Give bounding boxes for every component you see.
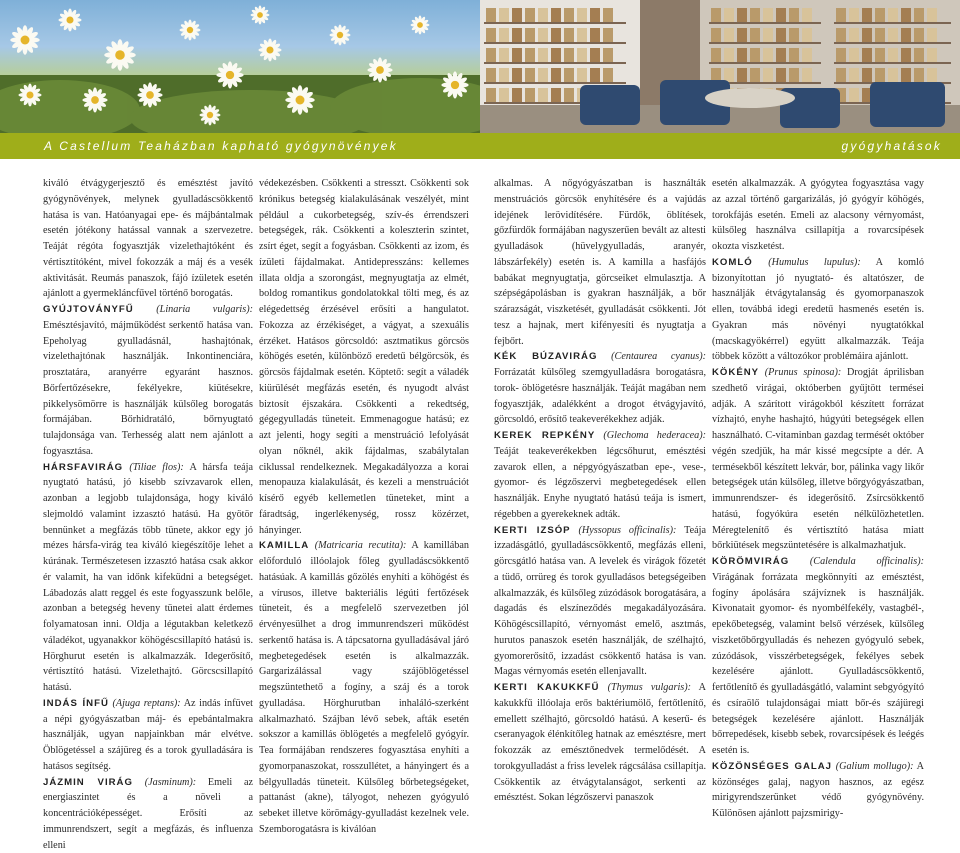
- paragraph: A hársfa teája nyugtató hatású, jó kisebb szívzavarok ellen, azonban a legjobb tulajdonsága, hogy kiváló slejmoldó valamint izzasztó hatású. Ha gyötör bennünket a megfázás több tünete, akkor egy jó mézes hársfa-virág tea kiváló kiegészítője lehet a kúrának. Természetesen izzasztó hatása csak akkor ér valamit, ha van időnk kifeküdni a betegséget. Lábadozás alatt reggel és este fogyasszunk belőle, azonban a betegség heveny tünetei alatt érdemes folyamatosan inni. Oldja a légutakban keletkező váladékot, ugyanakkor köhögéscsillapító hatású is. Hörghurut esetén is alkalmazzák. Idegerősítő, vértisztító hatású. Vizelethajtó. Görcscsillapító hatású.: [43, 461, 253, 693]
- latin-name: (Tiliae flos):: [129, 461, 184, 473]
- section-banner: [0, 133, 960, 159]
- herb-heading: KERTI IZSÓP: [494, 524, 571, 536]
- paragraph: Az indás ínfüvet a népi gyógyászatban máj- és epebántalmakra használják, ugyan napjainkban már elvétve. Öblögetéssel a szájüreg és a torok gyulladására is hatásos segítség.: [43, 697, 254, 772]
- tea-shop-photo: [480, 0, 960, 133]
- paragraph: Emésztésjavító, májműködést serkentő hatása van. Epeholyag gyulladásnál, hashajtónak, vizelethajtónak használják. Inkontinenciára, prosztatára, aranyérre egyaránt hasznos. Bőrfertőzésekre, fekélyekre, kiütésekre, pikkelysömörre is használják külsőleg borogatás formájában. Bőrhidratáló, bőrnyugtató tulajdonsága van. Terhesség alatt nem ajánlott a fogyasztása.: [43, 319, 253, 457]
- paragraph: alkalmas. A nőgyógyászatban is használták menstruációs görcsök enyhítésére és a vajúdás idejének lerövidítésére. Fürdők, öblítések, gőzfürdők formájában nagyszerűen bevált az altesti gyulladások (hüvelygyulladás, aranyér, lábszárfekély) esetén is. A kamilla a hasfájós babákat megnyugtatja, görcseiket elmulasztja. A szépségápolásban is gyakran használják, a bőr szárazságát, viszketését, gyulladását csökkenti. Jót tesz a hajnak, mert kifényesíti és nyugtatja a fejbőrt.: [494, 178, 706, 347]
- herb-heading: KAMILLA: [259, 540, 310, 552]
- latin-name: (Hyssopus officinalis):: [578, 524, 677, 536]
- daisy-flower: [251, 6, 270, 25]
- daisy-flower: [104, 39, 136, 71]
- latin-name: (Thymus vulgaris):: [607, 682, 692, 693]
- paragraph: A kamillában előforduló illóolajok főleg gyulladáscsökkentő hatásúak. A kamillás gőzölés enyhíti a köhögést és a vírusos, illetve bakteriális légúti fertőzések tüneteit, és a megfelelő szervezetben jól érvényesülhet a drog immunrendszeri működést serkentő hatása is. A tápcsatorna gyulladásával járó megbetegedések esetén is alkalmazzák. Gargarizálással vagy szájöblögetéssel megszüntethető a fogíny, a száj és a torok gyulladása. Hörghurutban inhaláló-szerként alkalmazható. Szájban lévő sebek, afták esetén sokszor a kamillás öblögetés a megfelelő gyógyír. Tea formájában rendszeres fogyasztása enyhíti a gyomorpanaszokat, rosszullétet, a hányingert és a bélgyulladás tüneteit. Külsőleg bőrbetegségeket, pattanást (akne), tályogot, nehezen gyógyuló sebeket illetve körömágy-gyulladást kezelnek vele. Szemborogatásra is kiválóan: [259, 540, 469, 835]
- herb-heading: KÖKÉNY: [712, 367, 760, 378]
- herb-heading: GYÚJTOVÁNYFŰ: [43, 304, 134, 315]
- herb-heading: JÁZMIN VIRÁG: [43, 776, 133, 788]
- latin-name: (Ajuga reptans):: [112, 697, 181, 709]
- daisy-flower: [330, 25, 351, 46]
- paragraph: Teája izzadásgátló, gyulladáscsökkentő, megfázás elleni, görcsgátló hatása van. A levelek és virágok főzetét a tüdő, orrüreg és torok gyulladásos betegségeiben alkalmazzák, és külsőleg zúzódások borogatására, a dagadás és elszíneződés megakadályozására. Köhögéscsillapító, vérnyomást emelő, asztmás, hurutos panaszok esetén használják, de szélhajtó, gyomorerősítő, izzadást csökkentő hatása is van. Magas vérnyomás esetén ellenjavallt.: [494, 524, 707, 678]
- latin-name: (Jasminum):: [144, 776, 197, 788]
- paragraph: Teáját teakeverékekben légcsőhurut, emésztési zavarok ellen, a népgyógyászatban epe-, vese-, gyomor- és légzőszervi megbetegedések ellen használják. Enyhe nyugtató hatású teája is ismert, régebben a gyerekeknek adták.: [494, 445, 706, 520]
- paragraph: A kakukkfű illóolaja erős baktériumölő, fertőtlenítő, emellett szélhajtó, görcsoldó hatású. A keserű- és cseranyagok élénkítőleg hatnak az emésztésre, mert fokozzák az emésztőnedvek termelődését. A torokgyulladást a friss levelek rágcsálása csillapítja. Csökkentik az étvágytalanságot, serkenti az emésztést. Sokan légzőszervi panaszok: [494, 682, 707, 804]
- latin-name: (Galium mollugo):: [835, 760, 914, 772]
- latin-name: (Glechoma hederacea):: [603, 430, 706, 441]
- daisy-illustration: [0, 0, 480, 133]
- text-column-2: [259, 176, 469, 838]
- text-column-4: [712, 176, 924, 822]
- paragraph: Emeli az energiaszintet és a növeli a koncentrációképességet. Erősíti az immunrendszert, segít a megfázás, és influenza elleni: [43, 776, 254, 851]
- herb-heading: KERTI KAKUKKFŰ: [494, 682, 600, 693]
- shop-shelves-illustration: [480, 0, 960, 133]
- herb-heading: KOMLÓ: [712, 256, 753, 268]
- herb-heading: KÖRÖMVIRÁG: [712, 556, 790, 567]
- latin-name: (Calendula officinalis):: [809, 556, 924, 567]
- paragraph: A közönséges galaj, nagyon hasznos, az egész mirigyrendszerünket védő gyógynövény. Különösen ajánlott pajzsmirigy-: [712, 760, 925, 819]
- daisy-flower: [258, 38, 281, 61]
- paragraph: Virágának forrázata megkönnyíti az emésztést, fogíny ápolására szájvíznek is használják. Kivonatait gyomor- és nyombélfekély, vastagbél-, epekőbetegség, valamint belső vérzések, külsőleg viszketőbőrgyulladás és nehezen gyógyuló sebek, zúzódások, visszérbetegségek, fekélyes sebek kezelésére ajánlott. Gyulladáscsökkentő, fertőtlenítő és gyulladásgátló, valamint sebgyógyító és csíraölő tulajdonságai miatt bőr-és szájüregi betegségek kezelésére ajánlott. Használják bőrrepedések, kisebb sebek, rovarcsípések és leégés esetén is.: [712, 571, 924, 756]
- herb-heading: INDÁS ÍNFŰ: [43, 697, 109, 709]
- paragraph: Drogját áprilisban szedhető virágai, októberben gyűjtött termései adják. A szárított virágokból készített forrázat vízhajtó, enyhe hashajtó, húgyúti betegségek ellen használható. C-vitaminban gazdag termését október végén szedjük, ha már kissé megcsípte a dér. A termésekből készített lekvár, bor, pálinka vagy likőr betegségek után külsőleg, illetve bőrgyógyászatban, immunrendszer- és idegerősítő. Zsírcsökkentő hatású, fogyókúra esetén nélkülözhetetlen. Méregtelenítő és vértisztító hatása miatt bőrkiütések megszüntetésére is alkalmazhatjuk.: [712, 367, 925, 552]
- paragraph: Forrázatát külsőleg szemgyulladásra borogatásra, torok- öblögetésre használják. Teáját magában nem fogyasztják, adalékként a drogot étvágyjavító, görcsoldó, erősítő teakeverékekhez adják.: [494, 367, 706, 426]
- banner-title: A Castellum Teaházban kapható gyógynövények: [44, 139, 398, 153]
- latin-name: (Prunus spinosa):: [764, 367, 842, 378]
- herb-heading: HÁRSFAVIRÁG: [43, 461, 124, 473]
- header-photos: [0, 0, 960, 133]
- paragraph: esetén alkalmazzák. A gyógytea fogyasztása vagy az azzal történő gargarizálás, jó gyógyír köhögés, torokfájás esetén. Emeli az alacsony vérnyomást, külsőleg használva csillapítja a rovarcsípések okozta viszketést.: [712, 178, 924, 252]
- latin-name: (Matricaria recutita):: [314, 540, 407, 552]
- paragraph: védekezésben. Csökkenti a stresszt. Csökkenti sok krónikus betegség kialakulásának veszélyét, mint például a cukorbetegség, szív-és érrendszeri betegségek, rák. Csökkenti a koleszterin szintet, zsírt éget, segít a fogyásban. Csökkenti az izom, és ízületi fájdalmakat. Antidepresszáns: kellemes illata oldja a szorongást, megnyugtatja az elmét, boldog romantikus gondolatokkal tölti meg, és az elégedettség érzésével erősíti a hangulatot. Fokozza az érzékiséget, a vágyat, a szexuális érzéket. Hatásos görcsoldó: asztmatikus görcsös köhögés esetén, különböző eredetű bélgörcsök, és görcsös fájdalmak esetén. Köptető: segít a váladék kiürülését megfázás esetén, és nyugodt alvást biztosít éjszakára. Csökkenti a rekedtség, gégegyulladás tüneteit. Emmenagogue hatású; ez azt jelenti, hogy segíti a menstruáció lefolyását olyan nőknél, akik fájdalmas, szabálytalan ciklussal rendelkeznek. Megakadályozza a korai menopauza kialakulását, és kezeli a menstruációt kísérő egyéb kellemetlen tüneteket, mint a fáradtság, ingerlékenység, rossz közérzet, hányinger.: [259, 178, 469, 536]
- herb-heading: KÉK BÚZAVIRÁG: [494, 351, 598, 363]
- daisy-flower: [411, 16, 430, 35]
- text-column-3: [494, 176, 706, 806]
- daisy-flower: [58, 8, 81, 31]
- text-column-1: [43, 176, 253, 853]
- banner-subtitle: gyógyhatások: [841, 139, 942, 153]
- paragraph: kiváló étvágygerjesztő és emésztést javító gyógynövények, melynek gyulladáscsökkentő hatása is van. Hatóanyagai epe- és májbántalmak esetén jótékony hatással vannak a szervezetre. Teáját régóta fogyasztják vizelethajtóként és vértisztítóként, mivel fokozzák a máj és a vesék aktivitását. Reumás panaszok, fájó ízületek esetén ajánlott a gyermekláncfűvel történő borogatás.: [43, 178, 253, 300]
- daisy-flower: [10, 25, 39, 54]
- herb-heading: KÖZÖNSÉGES GALAJ: [712, 760, 833, 772]
- latin-name: (Linaria vulgaris):: [156, 304, 253, 315]
- latin-name: (Humulus lupulus):: [768, 256, 861, 268]
- paragraph: A komló bizonyítottan jó nyugtató- és altatószer, de használják étvágytalanság és gyomorpanaszok ellen, továbbá idegi eredetű hasmenés esetén is. Gyakran más növényi nyugtatókkal (macskagyökérrel) együtt alkalmazzák. Teája többek között a változókor problémáira ajánlott.: [712, 256, 925, 363]
- daisy-flower: [180, 20, 201, 41]
- latin-name: (Centaurea cyanus):: [611, 351, 706, 363]
- daisy-meadow-photo: [0, 0, 480, 133]
- herb-heading: KEREK REPKÉNY: [494, 430, 596, 441]
